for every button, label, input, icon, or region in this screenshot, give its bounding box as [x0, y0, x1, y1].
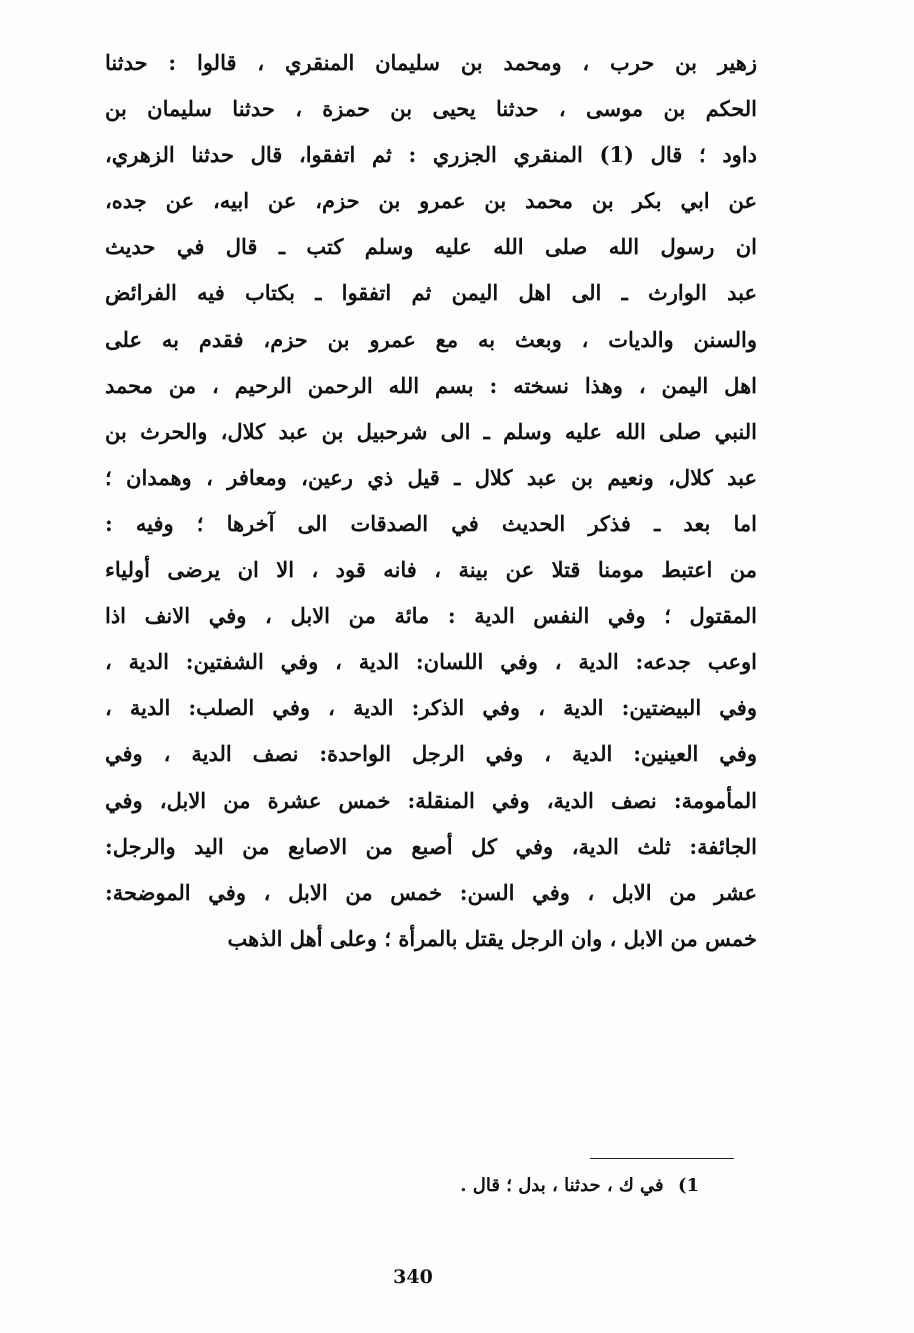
text-line: من اعتبط مومنا قتلا عن بينة ، فانه قود ، الا ان يرضى أولياء	[105, 557, 757, 583]
text-line: اما بعد ـ فذكر الحديث في الصدقات الى آخرها ؛ وفيه :	[105, 510, 757, 536]
footnote-text: في ك ، حدثنا ، بدل ؛ قال .	[460, 1175, 664, 1196]
text-line: وفي البيضتين: الدية ، وفي الذكر: الدية ، وفي الصلب: الدية ،	[105, 695, 757, 721]
footnote	[460, 1175, 699, 1196]
text-line: الجائفة: ثلث الدية، وفي كل أصبع من الاصابع من اليد والرجل:	[105, 833, 757, 859]
text-line: المقتول ؛ وفي النفس الدية : مائة من الابل ، وفي الانف اذا	[105, 603, 757, 629]
page-number: 340	[393, 1266, 433, 1288]
footnote-marker: 1)	[677, 1175, 699, 1196]
text-line: الحكم بن موسى ، حدثنا يحيى بن حمزة ، حدثنا سليمان بن	[105, 96, 757, 122]
text-line: النبي صلى الله عليه وسلم ـ الى شرحبيل بن عبد كلال، والحرث بن	[105, 418, 757, 444]
text-line: اهل اليمن ، وهذا نسخته : بسم الله الرحمن الرحيم ، من محمد	[105, 372, 757, 398]
text-line: المأمومة: نصف الدية، وفي المنقلة: خمس عشرة من الابل، وفي	[105, 787, 757, 813]
text-line: والسنن والديات ، وبعث به مع عمرو بن حزم، فقدم به على	[105, 326, 757, 352]
body-text	[105, 40, 757, 962]
text-line: وفي العينين: الدية ، وفي الرجل الواحدة: نصف الدية ، وفي	[105, 741, 757, 767]
text-line: عن ابي بكر بن محمد بن عمرو بن حزم، عن ابيه، عن جده،	[105, 188, 757, 214]
footnote-divider	[590, 1158, 734, 1159]
text-line: عبد الوارث ـ الى اهل اليمن ثم اتفقوا ـ بكتاب فيه الفرائض	[105, 280, 757, 306]
text-line: عشر من الابل ، وفي السن: خمس من الابل ، وفي الموضحة:	[105, 879, 757, 905]
text-line: اوعب جدعه: الدية ، وفي اللسان: الدية ، وفي الشفتين: الدية ،	[105, 649, 757, 675]
text-line: زهير بن حرب ، ومحمد بن سليمان المنقري ، قالوا : حدثنا	[105, 50, 757, 75]
text-line: عبد كلال، ونعيم بن عبد كلال ـ قيل ذي رعين، ومعافر ، وهمدان ؛	[105, 464, 757, 490]
text-line: داود ؛ قال (1) المنقري الجزري : ثم اتفقوا، قال حدثنا الزهري،	[105, 142, 757, 168]
text-line: خمس من الابل ، وان الرجل يقتل بالمرأة ؛ وعلى أهل الذهب	[227, 925, 757, 951]
text-line: ان رسول الله صلى الله عليه وسلم كتب ـ قال في حديث	[105, 234, 757, 260]
